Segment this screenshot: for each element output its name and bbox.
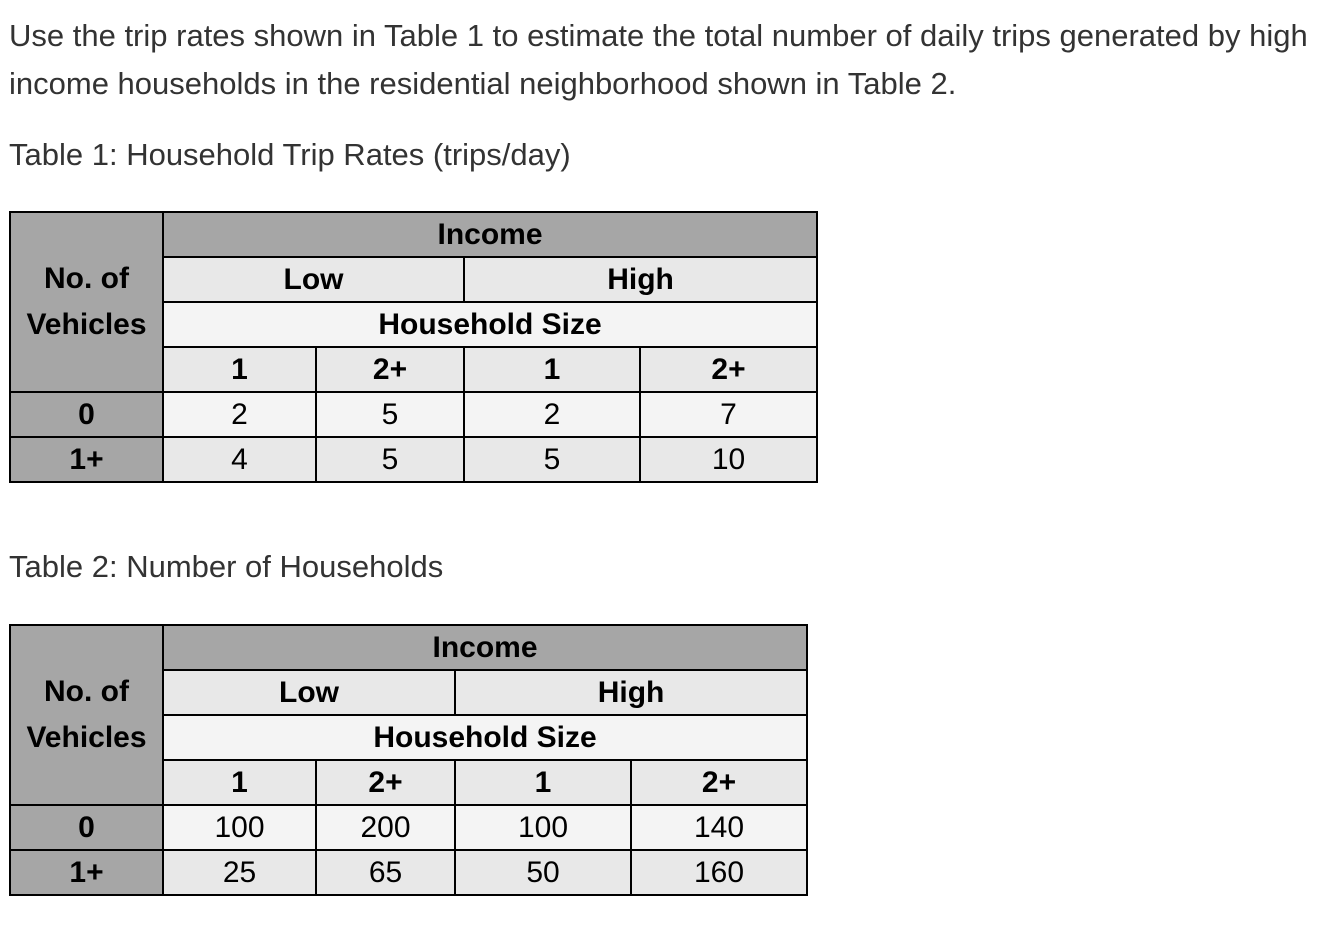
income-high-header: High — [464, 257, 817, 302]
vehicles-row-label: 1+ — [10, 437, 163, 482]
table-cell: 5 — [316, 437, 464, 482]
table1-caption: Table 1: Household Trip Rates (trips/day) — [9, 137, 571, 172]
table-cell: 100 — [455, 805, 631, 850]
question-text: Use the trip rates shown in Table 1 to estimate the total number of daily trips generated by high income households in the residential neighborhood shown in Table 2. — [9, 18, 1308, 101]
trip-rates-table — [9, 211, 818, 483]
vehicles-header-line2: Vehicles — [26, 308, 147, 341]
table-cell: 200 — [316, 805, 455, 850]
vehicles-header-line1: No. of — [44, 675, 129, 708]
household-size-col: 2+ — [640, 347, 817, 392]
table-cell: 2 — [163, 392, 316, 437]
vehicles-row-label: 0 — [10, 392, 163, 437]
income-high-header: High — [455, 670, 807, 715]
vehicles-row-label: 1+ — [10, 850, 163, 895]
table-row — [10, 850, 807, 895]
table-cell: 5 — [464, 437, 640, 482]
household-size-col: 2+ — [316, 347, 464, 392]
table-row — [10, 437, 817, 482]
household-size-col: 1 — [464, 347, 640, 392]
vehicles-row-label: 0 — [10, 805, 163, 850]
table-cell: 100 — [163, 805, 316, 850]
table-row — [10, 392, 817, 437]
table-cell: 4 — [163, 437, 316, 482]
table-cell: 5 — [316, 392, 464, 437]
table2-caption: Table 2: Number of Households — [9, 549, 444, 584]
income-header: Income — [163, 625, 807, 670]
vehicles-header-line1: No. of — [44, 262, 129, 295]
vehicles-header — [10, 212, 163, 392]
income-low-header: Low — [163, 670, 455, 715]
table-cell: 50 — [455, 850, 631, 895]
vehicles-header-line2: Vehicles — [26, 721, 147, 754]
table-cell: 25 — [163, 850, 316, 895]
table-row — [10, 805, 807, 850]
income-low-header: Low — [163, 257, 464, 302]
household-size-col: 2+ — [631, 760, 807, 805]
income-header: Income — [163, 212, 817, 257]
table-cell: 65 — [316, 850, 455, 895]
household-size-col: 2+ — [316, 760, 455, 805]
table-cell: 10 — [640, 437, 817, 482]
table-cell: 140 — [631, 805, 807, 850]
table-cell: 160 — [631, 850, 807, 895]
household-size-header: Household Size — [163, 302, 817, 347]
table-cell: 2 — [464, 392, 640, 437]
vehicles-header — [10, 625, 163, 805]
table-cell: 7 — [640, 392, 817, 437]
household-size-header: Household Size — [163, 715, 807, 760]
household-size-col: 1 — [455, 760, 631, 805]
household-size-col: 1 — [163, 760, 316, 805]
households-table — [9, 624, 808, 896]
household-size-col: 1 — [163, 347, 316, 392]
